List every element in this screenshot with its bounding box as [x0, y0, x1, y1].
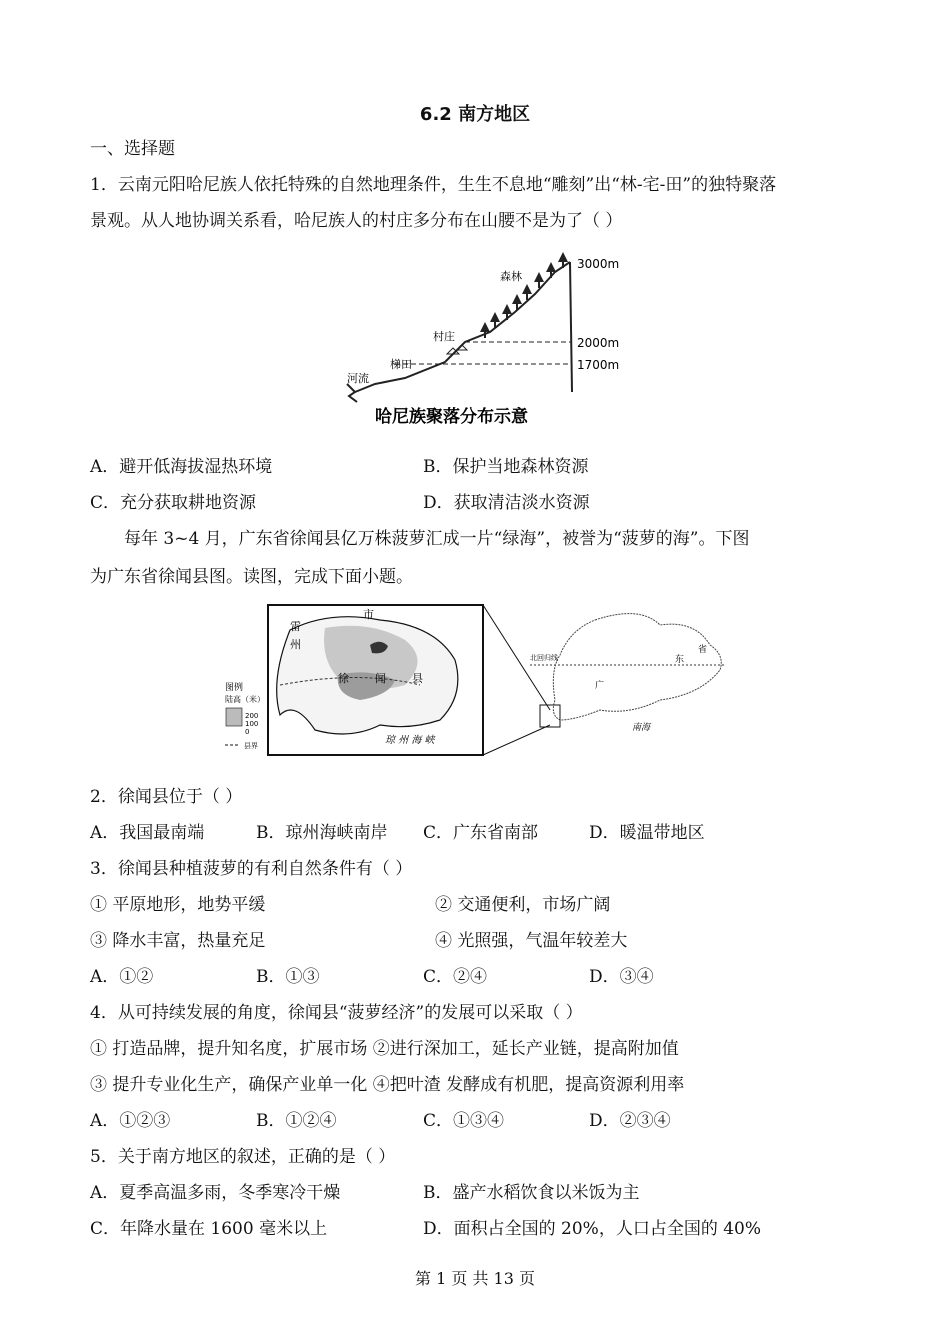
map-label-guang: 广: [595, 681, 605, 691]
q5-option-b[interactable]: B．盛产水稻饮食以米饭为主: [423, 1183, 640, 1203]
q2-option-a[interactable]: A．我国最南端: [90, 823, 205, 843]
forest-label: 森林: [500, 270, 522, 283]
map-label-strait: 琼 州 海 峡: [385, 735, 435, 746]
forest-trees: [480, 252, 568, 338]
legend-100: 100: [245, 720, 259, 728]
q2-option-b[interactable]: B．琼州海峡南岸: [256, 823, 388, 843]
page-title: 6.2 南方地区: [419, 104, 531, 125]
q3-statement-2: ② 交通便利，市场广阔: [435, 895, 611, 915]
elevation-3000-label: 3000m: [577, 257, 620, 271]
map-label-dong: 东: [675, 655, 685, 665]
map-label-sea: 南海: [632, 723, 651, 733]
legend-swatch: [226, 708, 242, 726]
q4-option-b[interactable]: B．①②④: [256, 1111, 337, 1131]
q4-statements-1-2: ① 打造品牌，提升知名度，扩展市场 ②进行深加工，延长产业链，提高附加值: [90, 1039, 679, 1059]
q1-option-b[interactable]: B．保护当地森林资源: [423, 457, 589, 477]
q3-option-d[interactable]: D．③④: [589, 967, 654, 987]
q2-option-d[interactable]: D．暖温带地区: [589, 823, 705, 843]
q3-stem: 3．徐闻县种植菠萝的有利自然条件有（ ）: [90, 859, 413, 879]
elevation-axis: [570, 262, 572, 392]
legend-subtitle: 陆高（米）: [225, 695, 265, 704]
q4-option-d[interactable]: D．②③④: [589, 1111, 671, 1131]
q3-statement-4: ④ 光照强，气温年较差大: [435, 931, 628, 951]
map-label-lei: 雷: [290, 620, 301, 633]
page-number: 第 1 页 共 13 页: [415, 1269, 535, 1288]
figure-caption: 哈尼族聚落分布示意: [375, 407, 528, 427]
pointer-line-bottom: [483, 725, 550, 755]
q3-statement-1: ① 平原地形，地势平缓: [90, 895, 266, 915]
legend-200: 200: [245, 712, 259, 720]
elevation-2000-label: 2000m: [577, 336, 620, 350]
intro-line1: 每年 3~4 月，广东省徐闻县亿万株菠萝汇成一片“绿海”，被誉为“菠萝的海”。下图: [124, 529, 750, 549]
guangdong-outline: [553, 614, 721, 720]
q3-option-a[interactable]: A．①②: [90, 967, 154, 987]
intro-line2: 为广东省徐闻县图。读图，完成下面小题。: [90, 567, 413, 587]
map-label-wen: 闻: [375, 672, 386, 685]
q1-option-d[interactable]: D．获取清洁淡水资源: [423, 493, 590, 513]
xuwen-map: [220, 600, 740, 760]
q5-option-c[interactable]: C．年降水量在 1600 毫米以上: [90, 1219, 328, 1239]
river-label: 河流: [347, 372, 369, 385]
q3-option-c[interactable]: C．②④: [423, 967, 488, 987]
village-label: 村庄: [433, 330, 455, 343]
q1-option-c[interactable]: C．充分获取耕地资源: [90, 493, 257, 513]
q4-option-c[interactable]: C．①③④: [423, 1111, 505, 1131]
q3-option-b[interactable]: B．①③: [256, 967, 320, 987]
map-label-xian: 县: [412, 672, 423, 685]
q4-option-a[interactable]: A．①②③: [90, 1111, 171, 1131]
legend-0: 0: [245, 728, 250, 736]
map-label-xu: 徐: [338, 672, 349, 685]
legend-title: 图例: [225, 683, 244, 693]
q1-stem-line2: 景观。从人地协调关系看，哈尼族人的村庄多分布在山腰不是为了（ ）: [90, 211, 623, 231]
q2-stem: 2．徐闻县位于（ ）: [90, 787, 243, 807]
map-label-shi: 市: [363, 608, 374, 621]
village-icon: [447, 345, 467, 354]
elevation-1700-label: 1700m: [577, 358, 620, 372]
q5-stem: 5．关于南方地区的叙述，正确的是（ ）: [90, 1147, 396, 1167]
map-label-sheng: 省: [698, 645, 708, 655]
q4-stem: 4．从可持续发展的角度，徐闻县“菠萝经济”的发展可以采取（ ）: [90, 1003, 583, 1023]
hani-settlement-figure: [335, 242, 635, 437]
q5-option-d[interactable]: D．面积占全国的 20%，人口占全国的 40%: [423, 1219, 762, 1239]
terrace-label: 梯田: [390, 358, 412, 371]
q3-statement-3: ③ 降水丰富，热量充足: [90, 931, 266, 951]
map-label-zhou: 州: [290, 638, 301, 651]
legend-boundary-label: 县界: [244, 742, 258, 750]
tropic-label: 北回归线: [530, 654, 558, 662]
section-heading: 一、选择题: [90, 139, 175, 159]
q2-option-c[interactable]: C．广东省南部: [423, 823, 539, 843]
river-symbol: [347, 384, 357, 402]
q4-statements-3-4: ③ 提升专业化生产，确保产业单一化 ④把叶渣 发酵成有机肥，提高资源利用率: [90, 1075, 685, 1095]
q1-option-a[interactable]: A．避开低海拔湿热环境: [90, 457, 273, 477]
q5-option-a[interactable]: A．夏季高温多雨，冬季寒冷干燥: [90, 1183, 341, 1203]
q1-stem-line1: 1．云南元阳哈尼族人依托特殊的自然地理条件，生生不息地“雕刻”出“林-宅-田”的独特聚落: [90, 175, 777, 195]
